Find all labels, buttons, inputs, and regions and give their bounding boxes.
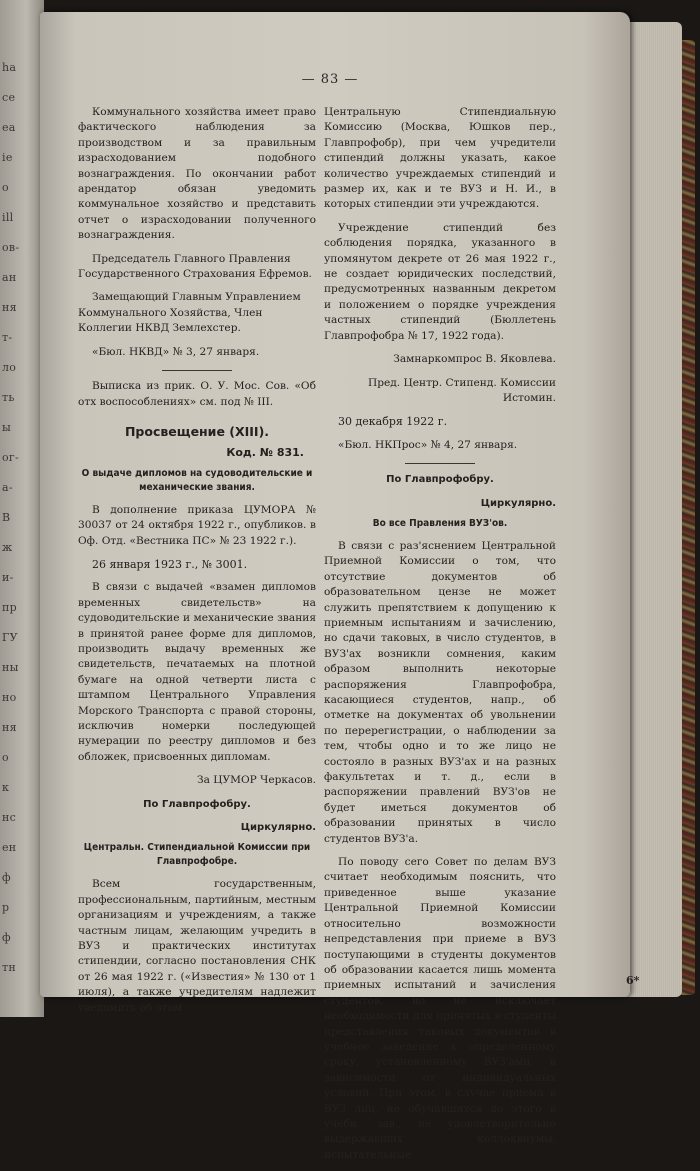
left-page-fragment: ан [2,271,17,284]
page-fore-edge [622,22,682,997]
left-page-fragment: нс [2,811,17,824]
addressee-heading: Во все Правления ВУЗ'ов. [372,517,508,529]
signature: Замнаркомпрос В. Яковлева. [393,353,556,366]
left-page-fragment: ть [2,391,15,404]
left-page-fragment: ло [2,361,17,374]
divider [405,463,475,464]
left-page-fragment: ны [2,661,19,674]
document-date: 26 января 1923 г., № 3001. [92,557,248,571]
document-date: 30 декабря 1922 г. [338,415,448,429]
left-page-fragment: ea [2,121,16,134]
left-page-fragment: и- [2,571,14,584]
left-page-fragment: ill [2,211,14,224]
paragraph: По поводу сего Совет по делам ВУЗ считает необходимым пояснить, что приведенное выше указание Центральной Приемной Комиссии относительно возможности непредставления при приеме в ВУЗ поступающими в студенты документов об образовании касается лишь момента приемных испытаний и зачисления студентов, но не исключает необходимости для принятых в студенты представления таковых документов в учебное заведение к определенному сроку, установленному ВУЗ'ами, в зависимости от индивидуальных условий. При этом, в случае приема в ВУЗ лиц, не обучавшихся до этого в учебн. зав., не удовлетворительно выдержавших коллоквиумы, испытательные [324,856,556,1161]
excerpt-note: Выписка из прик. О. У. Мос. Сов. «Об отх воспособлениях» см. под № III. [78,380,316,408]
left-column [78,105,316,1024]
left-page-fragment: но [2,691,17,704]
subheading: По Главпрофобру. [143,798,251,810]
paragraph: В дополнение приказа ЦУМОРА № 30037 от 24 октября 1922 г., опубликов. в Оф. Отд. «Вестника ПС» № 23 1922 г.). [78,503,316,547]
code-number: Код. № 831. [226,446,304,460]
addressee-heading: Центральн. Стипендиальной Комиссии при Главпрофобре. [83,842,311,868]
signature: Председатель Главного Правления Государственного Страхования Ефремов. [78,252,312,281]
paragraph: Учреждение стипендий без соблюдения порядка, указанного в упомянутом декрете от 26 мая 1922 г., не создает юридических последствий, предусмотренных названным декретом и положением о порядке учреждения частных стипендий (Бюллетень Главпрофобра № 17, 1922 года). [324,221,556,342]
signature: Замещающий Главным Управлением Коммунального Хозяйства, Член Коллегии НКВД Землехстер. [78,291,301,335]
paragraph: Центральную Стипендиальную Комиссию (Москва, Юшков пер., Главпрофобр), при чем учредители стипендий должны указать, какое количество учреждаемых стипендий и размер их, как и те ВУЗ и Н. И., в которых стипендии эти учреждаются. [324,106,556,211]
divider [162,370,232,371]
left-page-fragment: ГУ [2,631,18,644]
left-page-edge [0,0,44,1017]
source-reference: «Бюл. НКПрос» № 4, 27 января. [338,438,518,451]
paragraph: Всем государственным, профессиональным, партийным, местным организациям и учреждениям, а также частным лицам, желающим учредить в ВУЗ и практических институтах стипендии, согласно постановления СНК от 26 мая 1922 г. («Известия» № 130 от 1 июля), а также учредителям надлежит уведомить об этом [78,878,316,1014]
left-page-fragment: к [2,781,10,794]
left-page-fragment: р [2,901,10,914]
left-page-fragment: В [2,511,11,524]
right-column [324,105,556,1171]
signature-mark: 6* [626,974,640,987]
signature: За ЦУМОР Черкасов. [196,774,316,787]
left-page-fragment: o [2,181,9,194]
left-page-fragment: ф [2,931,11,944]
page-number: — 83 — [301,72,359,87]
left-page-fragment: ha [2,61,17,74]
left-page-fragment: ы [2,421,12,434]
left-page-fragment: ог- [2,451,20,464]
circular-label: Циркулярно. [240,822,316,834]
left-page-fragment: ня [2,301,17,314]
source-reference: «Бюл. НКВД» № 3, 27 января. [92,345,260,358]
left-page-fragment: ня [2,721,17,734]
left-page-fragment: ен [2,841,17,854]
paragraph: Коммунального хозяйства имеет право фактического наблюдения за производством и за правильным израсходованием подобного вознаграждения. По окончании работ арендатор обязан уведомить коммунальное хозяйство и представить отчет о израсходовании полученного вознаграждения. [78,106,316,242]
left-page-fragment: тн [2,961,17,974]
left-page-fragment: о [2,751,9,764]
left-page-fragment: ж [2,541,13,554]
left-page-fragment: а- [2,481,13,494]
signature: Пред. Центр. Стипенд. Комиссии Истомин. [367,376,556,404]
circular-label: Циркулярно. [480,497,556,509]
left-page-fragment: пр [2,601,17,614]
left-page-fragment: ф [2,871,11,884]
section-title: Просвещение (XIII). [124,423,270,439]
paragraph: В связи с раз'яснением Центральной Приемной Комиссии о том, что отсутствие документов об образовательном цензе не может служить препятствием к допущению к приемным испытаниям и зачислению, но сдачи таковых, в число студентов, в ВУЗ'ах возникли сомнения, каким образом выполнить некоторые распоряжения Главпрофобра, касающиеся студентов, напр., об отметке на документах об увольнении по перерегистрации, о наблюдении за тем, чтобы одно и то же лицо не состояло в разных ВУЗ'ах и на разных факультетах и т. д., если в распоряжении правлений ВУЗ'ов не будет иметься документов об образовании принятых в число студентов ВУЗ'а. [324,539,556,845]
subheading: По Главпрофобру. [386,474,494,486]
document-heading: О выдаче дипломов на судоводительские и механические звания. [81,467,313,493]
paragraph: В связи с выдачей «взамен дипломов временных свидетельств» на судоводительские и механические звания в принятой ранее форме для дипломов, производить выдачу временных же свидетельств, печатаемых на плотной бумаге на одной четверти листа с штампом Центрального Управления Морского Транспорта с правой стороны, исключив номерки последующей нумерации по реестру дипломов и без обложек, присвоенных дипломам. [78,581,316,763]
left-page-fragment: т- [2,331,13,344]
document-page [40,12,640,1161]
left-page-fragment: ов- [2,241,20,254]
left-page-fragment: ce [2,91,16,104]
left-page-fragment: ie [2,151,13,164]
